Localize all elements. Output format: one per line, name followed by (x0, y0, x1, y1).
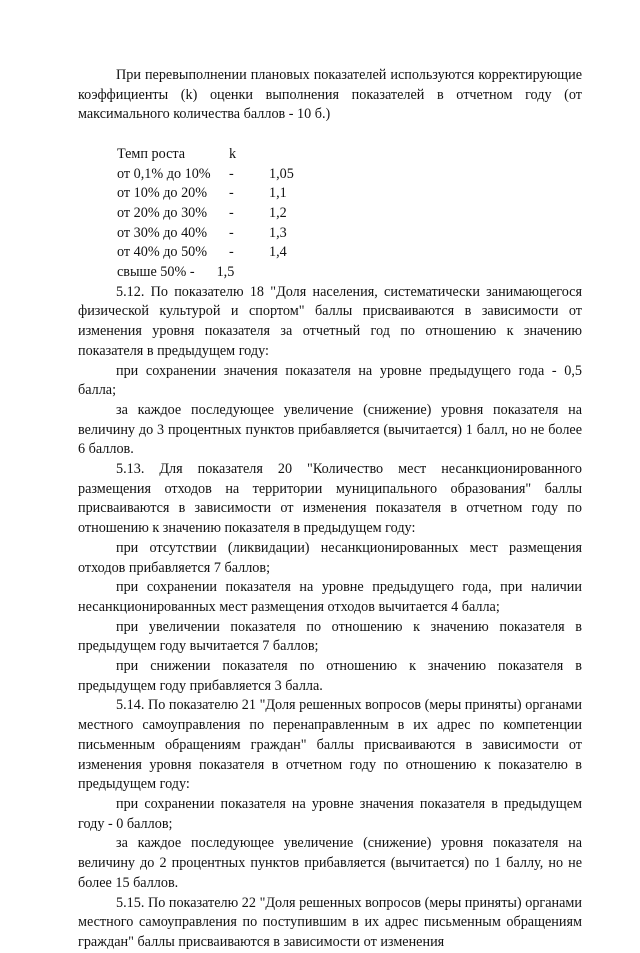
coefficient-cell: 1,3 (269, 224, 287, 241)
coefficient-table-header (117, 145, 294, 165)
blank-line (78, 125, 582, 145)
coefficient-row (117, 243, 294, 263)
paragraph: при увеличении показателя по отношению к значению показателя в предыдущем году вычитается 7 баллов; (78, 618, 582, 655)
section-5-12-paragraph: 5.12. По показателю 18 "Доля населения, систематически занимающегося физической культурой и спортом" баллы присваиваются в зависимости от изменения уровня показателя за отчетный год по отношению к значению показателя в предыдущем году: (78, 283, 582, 359)
dash-cell: - (229, 244, 234, 261)
coefficient-row (117, 184, 294, 204)
intro-paragraph: При перевыполнении плановых показателей используются корректирующие коэффициенты (k) оценки выполнения показателей в отчетном году (от максимального количества баллов - 10 б.) (78, 67, 582, 123)
range-cell: от 30% до 40% (117, 224, 208, 241)
paragraph: при сохранении показателя на уровне предыдущего года, при наличии несанкционированных мест размещения отходов вычитается 4 балла; (78, 579, 582, 615)
dash-cell: - (229, 165, 234, 182)
range-cell: от 40% до 50% (117, 244, 208, 261)
section-5-14-paragraph: 5.14. По показателю 21 "Доля решенных вопросов (меры приняты) органами местного самоуправления по перенаправленным в их адрес по компетенции письменным обращениям граждан" баллы присваиваются в зависимости от изменения уровня показателя в отчетном году по отношению к показателю в предыдущем году: (78, 697, 582, 793)
section-5-13-paragraph: 5.13. Для показателя 20 "Количество мест несанкционированного размещения отходов на территории муниципального образования" баллы присваиваются в зависимости от изменения показателя в отчетном году по отношению к значению показателя в предыдущем году: (78, 461, 582, 537)
paragraph: при сохранении показателя на уровне значения показателя в предыдущем году - 0 баллов; (78, 796, 582, 832)
document-page (78, 66, 582, 953)
paragraph: за каждое последующее увеличение (снижение) уровня показателя на величину до 3 процентных пунктов прибавляется (вычитается) 1 балл, но не более 6 баллов. (78, 401, 582, 458)
coefficient-table (117, 145, 294, 283)
range-cell: от 20% до 30% (117, 204, 208, 221)
growth-rate-header: Темп роста (117, 145, 186, 162)
paragraph: при отсутствии (ликвидации) несанкционированных мест размещения отходов прибавляется 7 баллов; (78, 539, 582, 576)
section-5-15-paragraph: 5.15. По показателю 22 "Доля решенных вопросов (меры приняты) органами местного самоуправления по поступившим в их адрес письменным обращениям граждан" баллы присваиваются в зависимости от изменения (78, 894, 582, 950)
coefficient-row-last (117, 263, 294, 283)
coefficient-cell: 1,5 (216, 264, 235, 281)
coefficient-cell: 1,4 (269, 244, 287, 261)
paragraph: при сохранении значения показателя на уровне предыдущего года - 0,5 балла; (78, 362, 582, 399)
coefficient-cell: 1,05 (269, 165, 294, 182)
coefficient-row (117, 165, 294, 185)
paragraph: при снижении показателя по отношению к значению показателя в предыдущем году прибавляется 3 балла. (78, 658, 582, 694)
coefficient-row (117, 224, 294, 244)
range-cell: от 0,1% до 10% (117, 165, 211, 182)
coefficient-row (117, 204, 294, 224)
coefficient-cell: 1,1 (269, 185, 287, 202)
range-cell: от 10% до 20% (117, 185, 208, 202)
paragraph: за каждое последующее увеличение (снижение) уровня показателя на величину до 2 процентных пунктов прибавляется (вычитается) по 1 баллу, но не более 15 баллов. (78, 835, 582, 891)
range-cell: свыше 50% - (117, 264, 195, 281)
dash-cell: - (229, 204, 234, 221)
coefficient-cell: 1,2 (269, 204, 287, 221)
dash-cell: - (229, 224, 234, 241)
k-header: k (229, 145, 237, 162)
dash-cell: - (229, 185, 234, 202)
